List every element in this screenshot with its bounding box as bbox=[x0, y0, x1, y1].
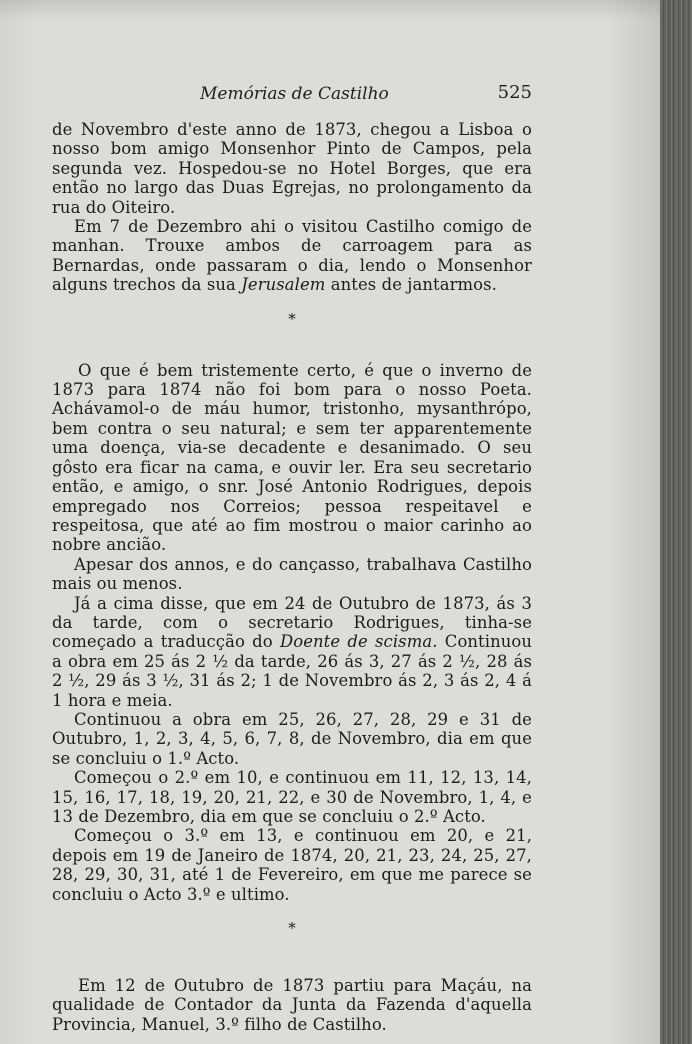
page-header bbox=[52, 80, 532, 110]
paragraph-6: Continuou a obra em 25, 26, 27, 28, 29 e 31 de Outubro, 1, 2, 3, 4, 5, 6, 7, 8, de Novembro, dia em que se concluiu o 1.º Acto. bbox=[52, 709, 532, 768]
paragraph-2 bbox=[52, 217, 532, 295]
body-text bbox=[52, 120, 532, 1034]
book-page-edges bbox=[660, 0, 692, 1044]
paragraph-5-text: Já a cima disse, que em 24 de Outubro de 1873, ás 3 da tarde, com o secretario Rodrigues, tinha-se começado a traducção do bbox=[52, 593, 532, 652]
section-separator-1: * bbox=[288, 309, 296, 328]
paragraph-4: Apesar dos annos, e do cançasso, trabalhava Castilho mais ou menos. bbox=[52, 554, 532, 594]
paragraph-8: Começou o 3.º em 13, e continuou em 20, e 21, depois em 19 de Janeiro de 1874, 20, 21, 23, 24, 25, 27, 28, 29, 30, 31, até 1 de Fevereiro, em que me parece se concluiu o Acto 3.º e ultimo. bbox=[52, 826, 532, 904]
paragraph-2-end: antes de jantarmos. bbox=[330, 275, 497, 295]
paragraph-5-end: Continuou a obra em 25 ás 2 ½ da tarde, 26 ás 3, 27 ás 2 ½, 28 ás 2 ½, 29 ás 3 ½, 31 ás 2; 1 de Novembro ás 2, 3 ás 2, 4 á 1 hora e meia. bbox=[52, 632, 533, 710]
running-title: Memórias de Castilho bbox=[200, 84, 389, 104]
paragraph-9: Em 12 de Outubro de 1873 partiu para Maçáu, na qualidade de Contador da Junta da Fazenda d'aquella Provincia, Manuel, 3.º filho de Castilho. bbox=[52, 976, 532, 1034]
section-separator-2: * bbox=[288, 919, 296, 938]
jerusalem-title: Jerusalem bbox=[241, 275, 326, 295]
page-number: 525 bbox=[497, 82, 532, 103]
paragraph-1: de Novembro d'este anno de 1873, chegou a Lisboa o nosso bom amigo Monsenhor Pinto de Campos, pela segunda vez. Hospedou-se no Hotel Borges, que era então no largo das Duas Egrejas, no prolongamento da rua do Oiteiro. bbox=[52, 120, 532, 217]
paragraph-5 bbox=[52, 594, 532, 710]
doente-title: Doente de scisma. bbox=[280, 632, 438, 652]
paragraph-2-text: Em 7 de Dezembro ahi o visitou Castilho comigo de manhan. Trouxe ambos de carroagem para as Bernardas, onde passaram o dia, lendo o Monsenhor alguns trechos da sua bbox=[52, 217, 532, 295]
paragraph-3: O que é bem tristemente certo, é que o inverno de 1873 para 1874 não foi bom para o nosso Poeta. Achávamol-o de máu humor, tristonho, mysanthrópo, bem contra o seu natural; e sem ter apparentemente uma doença, via-se decadente e desanimado. O seu gôsto era ficar na cama, e ouvir ler. Era seu secretario então, e amigo, o snr. José Antonio Rodrigues, depois empregado nos Correios; pessoa respeitavel e respeitosa, que até ao fim mostrou o maior carinho ao nobre ancião. bbox=[52, 360, 532, 555]
paragraph-7: Começou o 2.º em 10, e continuou em 11, 12, 13, 14, 15, 16, 17, 18, 19, 20, 21, 22, e 30 de Novembro, 1, 4, e 13 de Dezembro, dia em que se concluiu o 2.º Acto. bbox=[52, 768, 532, 826]
